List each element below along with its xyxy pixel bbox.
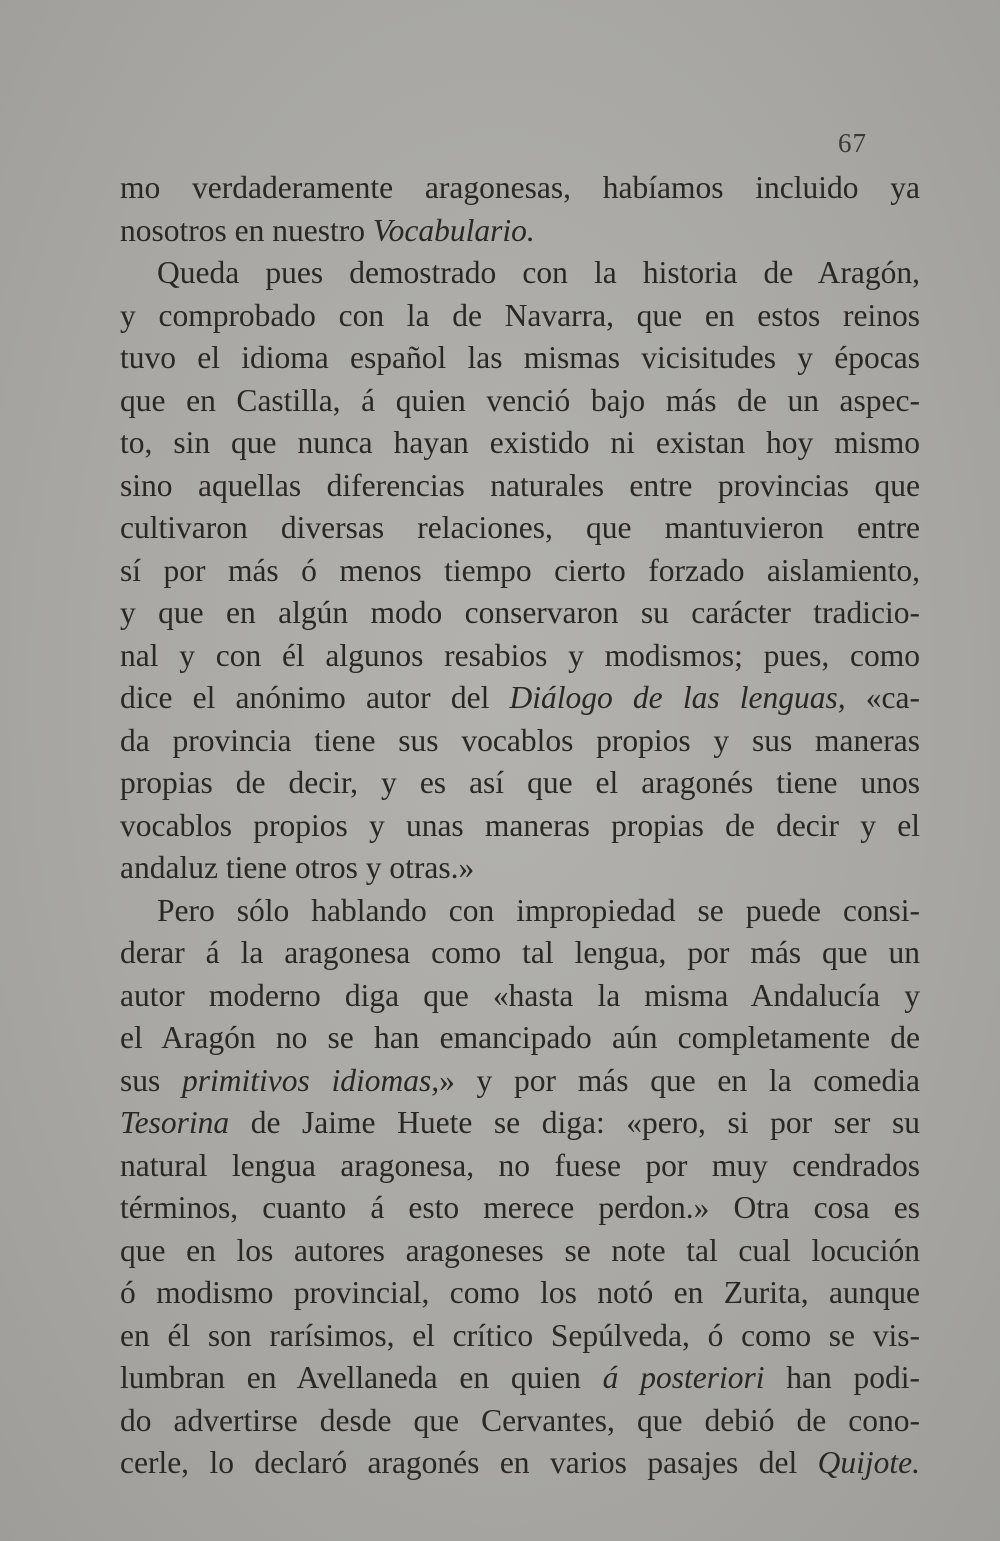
- text-line-10: sí por más ó menos tiempo cierto forzado aislamiento,: [120, 552, 920, 588]
- text-line-9: cultivaron diversas relaciones, que mantuvieron entre: [120, 510, 920, 545]
- text-line-19: derar á la aragonesa como tal lengua, por más que un: [120, 935, 920, 970]
- text-line-30: do advertirse desde que Cervantes, que debió de cono-: [120, 1402, 920, 1438]
- text-line-20: autor moderno diga que «hasta la misma Andalucía y: [120, 977, 920, 1013]
- italic-phrase-posteriori: á posteriori: [602, 1360, 765, 1395]
- text-line-25: términos, cuanto á esto merece perdon.» Otra cosa es: [120, 1190, 920, 1225]
- italic-phrase-primitivos: primitivos idiomas,: [181, 1062, 440, 1098]
- text-line-29: lumbran en Avellaneda en quien á posteriori han podi-: [120, 1360, 920, 1395]
- text-line-15: propias de decir, y es así que el aragonés tiene unos: [120, 765, 920, 800]
- text-line-4: y comprobado con la de Navarra, que en estos reinos: [120, 297, 920, 333]
- text-line-27: ó modismo provincial, como los notó en Zurita, aunque: [120, 1275, 920, 1310]
- text-line-22: sus primitivos idiomas,» y por más que en la comedia: [120, 1062, 920, 1098]
- text-line-31: cerle, lo declaró aragonés en varios pasajes del Quijote.: [120, 1445, 920, 1480]
- italic-title-tesorina: Tesorina: [120, 1105, 230, 1140]
- text-line-23: Tesorina de Jaime Huete se diga: «pero, si por ser su: [120, 1105, 920, 1140]
- text-line-6: que en Castilla, á quien venció bajo más de un aspec-: [120, 382, 920, 418]
- text-line-11: y que en algún modo conservaron su carácter tradicio-: [120, 595, 920, 630]
- text-line-7: to, sin que nunca hayan existido ni existan hoy mismo: [120, 425, 920, 460]
- text-line-18: Pero sólo hablando con impropiedad se puede consi-: [157, 892, 920, 928]
- italic-title-vocabulario: Vocabulario.: [372, 212, 535, 248]
- text-line-14: da provincia tiene sus vocablos propios y sus maneras: [120, 722, 920, 758]
- text-line-13: dice el anónimo autor del Diálogo de las lenguas, «ca-: [120, 680, 920, 715]
- text-line-8: sino aquellas diferencias naturales entre provincias que: [120, 467, 920, 503]
- text-line-2: nosotros en nuestro Vocabulario.: [120, 212, 535, 248]
- body-text: [120, 167, 920, 1485]
- text-line-24: natural lengua aragonesa, no fuese por muy cendrados: [120, 1147, 920, 1183]
- text-line-3: Queda pues demostrado con la historia de Aragón,: [157, 255, 920, 290]
- italic-title-dialogo: Diálogo de las lenguas,: [509, 680, 846, 715]
- text-line-5: tuvo el idioma español las mismas vicisitudes y épocas: [120, 340, 920, 375]
- text-line-26: que en los autores aragoneses se note tal cual locución: [120, 1232, 920, 1268]
- text-line-28: en él son rarísimos, el crítico Sepúlveda, ó como se vis-: [120, 1317, 920, 1353]
- page-number: 67: [838, 128, 867, 158]
- text-line-21: el Aragón no se han emancipado aún completamente de: [120, 1020, 920, 1055]
- italic-title-quijote: Quijote.: [817, 1445, 920, 1480]
- text-line-16: vocablos propios y unas maneras propias de decir y el: [120, 807, 920, 843]
- text-line-1: mo verdaderamente aragonesas, habíamos incluido ya: [120, 170, 920, 205]
- text-line-12: nal y con él algunos resabios y modismos; pues, como: [120, 637, 920, 673]
- text-line-17: andaluz tiene otros y otras.»: [120, 850, 475, 885]
